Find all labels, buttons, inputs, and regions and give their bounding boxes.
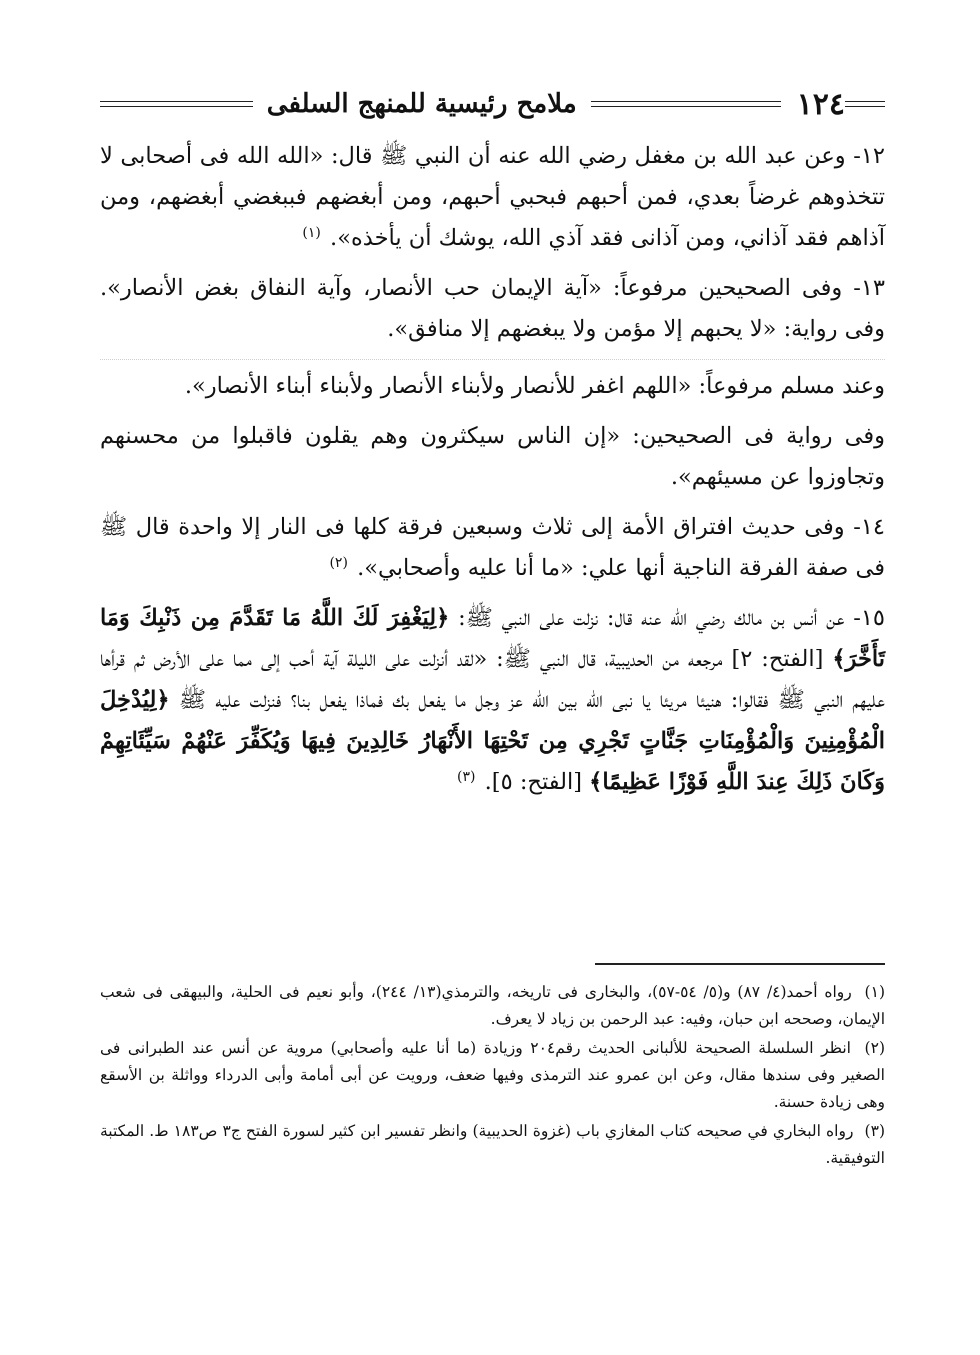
page-number: ١٢٤ — [796, 86, 845, 122]
footnote-ref[interactable]: (١) — [302, 224, 321, 241]
paragraph-hadith-13 — [100, 268, 885, 350]
paragraph-text: ١٢- وعن عبد الله بن مغفل رضي الله عنه أن النبي ﷺ قال: «الله الله فى أصحابى لا تتخذوهم غرضاً بعدي، فمن أحبهم فبحبي أحبهم، ومن أبغضهم فببغضي أبغضهم، ومن آذاهم فقد آذاني، ومن آذانى فقد آذي الله، يوشك أن يأخذه». — [100, 143, 885, 251]
paragraph-text: ١٤- وفى حديث افتراق الأمة إلى ثلاث وسبعين فرقة كلها فى النار إلا واحدة قال ﷺ فى صفة الفرقة الناجية أنها علي: «ما أنا عليه وأصحابي». — [100, 514, 885, 581]
paragraph-text: [الفتح: ٢] مرجعه من الحديبية، قال النبي ﷺ: «لقد أنزلت على الليلة آية أحب إلى مما على الأرض ثم قرأها عليهم النبي ﷺ فقالوا: هنيئا مريئا يا نبى الله بين الله عز وجل ما يفعل بك فماذا يفعل بنا؟ فنزلت عليه ﷺ — [100, 646, 885, 713]
footnote-mark: (١) — [864, 983, 885, 1001]
header-rule-middle — [591, 101, 781, 107]
header-rule-left — [100, 101, 253, 107]
quran-verse: ﴿لِيَغْفِرَ لَكَ اللَّهُ مَا تَقَدَّمَ مِن ذَنْبِكَ وَمَا تَأَخَّرَ﴾ — [100, 605, 885, 672]
header-rule-right — [845, 101, 885, 107]
footnote-ref[interactable]: (٢) — [329, 554, 348, 571]
footnotes — [100, 979, 885, 1172]
paragraph-sahihayn-narration — [100, 416, 885, 498]
page-header — [100, 82, 885, 126]
paragraph-text: [الفتح: ٥]. — [484, 769, 583, 795]
footnote-3 — [100, 1118, 885, 1172]
paragraph-text: وفى رواية فى الصحيحين: «إن الناس سيكثرون وهم يقلون فاقبلوا من محسنهم وتجاوزوا عن مسيئهم». — [100, 423, 885, 490]
paragraph-text: وعند مسلم مرفوعاً: «اللهم اغفر للأنصار ولأبناء الأنصار ولأبناء أبناء الأنصار». — [184, 373, 885, 399]
footnote-mark: (٣) — [864, 1122, 885, 1140]
footnote-1 — [100, 979, 885, 1033]
footnote-ref[interactable]: (٣) — [457, 768, 476, 785]
footnote-text: انظر السلسلة الصحيحة للألبانى الحديث رقم٢٠٤ وزيادة (ما أنا عليه وأصحابي) مروية عن أنس عند الطبرانى فى الصغير وفى سندها مقال، وعن ابن عمرو عند الترمذى وفيها ضعف، ورويت عن أبى أمامة وأبى الدرداء وواثلة بن الأسقع وهى زيادة حسنة. — [100, 1039, 885, 1111]
footnote-2 — [100, 1035, 885, 1116]
quran-verse: ﴿لِيُدْخِلَ الْمُؤْمِنِينَ وَالْمُؤْمِنَاتِ جَنَّاتٍ تَجْرِي مِن تَحْتِهَا الأَنْهَارُ خَالِدِينَ فِيهَا وَيُكَفِّرَ عَنْهُمْ سَيِّئَاتِهِمْ وَكَانَ ذَلِكَ عِندَ اللَّهِ فَوْزًا عَظِيمًا﴾ — [100, 687, 885, 795]
paragraph-hadith-15 — [100, 598, 885, 803]
footnote-separator — [595, 963, 885, 965]
paragraph-hadith-12 — [100, 136, 885, 259]
footnote-mark: (٢) — [864, 1039, 885, 1057]
footnote-text: رواه البخاري في صحيحه كتاب المغازي باب (غزوة الحديبية) وانظر تفسير ابن كثير لسورة الفتح ج٣ ص١٨٣ ط. المكتبة التوفيقية. — [100, 1122, 885, 1167]
paragraph-muslim-narration — [100, 359, 885, 407]
footnote-text: رواه أحمد(٤/ ٨٧) و(٥/ ٥٤-٥٧)، والبخارى فى تاريخه، والترمذي(١٣/ ٢٤٤)، وأبو نعيم فى الحلية، والبيهقى فى شعب الإيمان، وصححه ابن حبان، وفيه: عبد الرحمن بن زياد لا يعرف. — [100, 983, 885, 1028]
paragraph-text: ١٥- عن أنس بن مالك رضي الله عنه قال: نزلت على النبي ﷺ: — [449, 605, 885, 631]
running-title: ملامح رئيسية للمنهج السلفى — [266, 89, 577, 119]
main-text — [100, 136, 885, 803]
paragraph-hadith-14 — [100, 507, 885, 589]
paragraph-text: ١٣- وفى الصحيحين مرفوعاً: «آية الإيمان حب الأنصار، وآية النفاق بغض الأنصار». وفى رواية: «لا يحبهم إلا مؤمن ولا يبغضهم إلا منافق». — [100, 275, 885, 342]
